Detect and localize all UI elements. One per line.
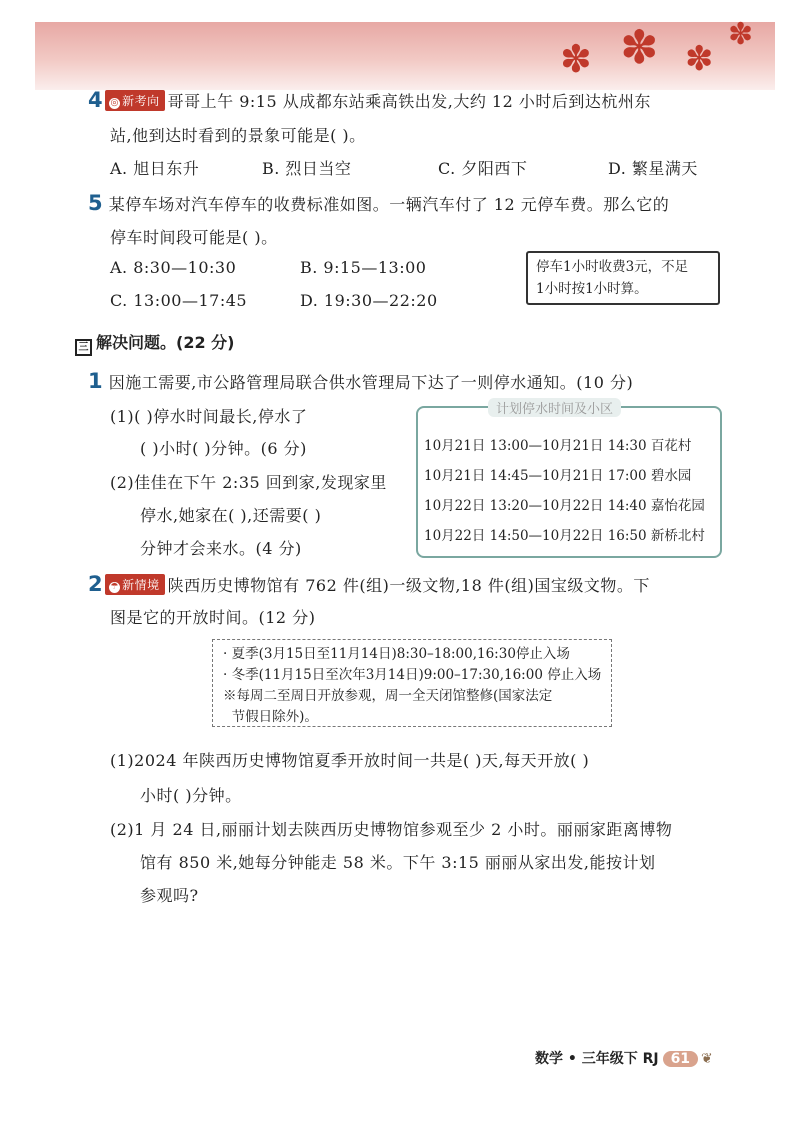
- new-context-tag: ☂ 新情境: [105, 574, 165, 595]
- question-5-line1: 5 某停车场对汽车停车的收费标准如图。一辆汽车付了 12 元停车费。那么它的: [88, 191, 670, 215]
- opening-hours-line: · 夏季(3月15日至11月14日)8:30–18:00,16:30停止入场: [223, 646, 570, 662]
- new-direction-tag: ◎ 新考向: [105, 90, 165, 111]
- section-title: 三 解决问题。(22 分): [75, 330, 234, 356]
- maple-leaf-icon: ✽: [728, 17, 754, 52]
- schedule-row: 10月22日 14:50—10月22日 16:50 新桥北村: [424, 528, 705, 544]
- option-c[interactable]: C. 13:00—17:45: [110, 291, 248, 310]
- problem-2-sub1-line1: (1)2024 年陕西历史博物馆夏季开放时间一共是( )天,每天开放( ): [110, 751, 590, 770]
- question-4-line2: 站,他到达时看到的景象可能是( )。: [110, 126, 366, 145]
- opening-hours-line: 节假日除外)。: [223, 709, 318, 725]
- question-4-line1: 4 ◎ 新考向 哥哥上午 9:15 从成都东站乘高铁出发,大约 12 小时后到达杭州东: [88, 88, 651, 112]
- option-a[interactable]: A. 8:30—10:30: [110, 258, 237, 277]
- problem-1-sub2-line3: 分钟才会来水。(4 分): [140, 539, 302, 558]
- option-c[interactable]: C. 夕阳西下: [438, 159, 528, 178]
- parking-fee-note: 停车1小时收费3元，不足 1小时按1小时算。: [526, 251, 720, 305]
- maple-leaf-icon: ✽: [560, 37, 592, 81]
- problem-2-sub2-line3: 参观吗?: [140, 886, 199, 905]
- problem-2-sub2-line1: (2)1 月 24 日,丽丽计划去陕西历史博物馆参观至少 2 小时。丽丽家距离博物: [110, 820, 673, 839]
- leaf-icon: ❦: [701, 1051, 713, 1067]
- option-d[interactable]: D. 繁星满天: [608, 159, 698, 178]
- water-outage-schedule: [416, 402, 722, 558]
- question-number: 5: [88, 191, 104, 215]
- schedule-title: 计划停水时间及小区: [488, 398, 621, 417]
- schedule-row: 10月21日 13:00—10月21日 14:30 百花村: [424, 438, 692, 454]
- maple-leaf-icon: ✽: [620, 20, 659, 74]
- page-number: 61: [663, 1051, 698, 1067]
- problem-2-intro-line2: 图是它的开放时间。(12 分): [110, 608, 316, 627]
- problem-1-sub1-line2: ( )小时( )分钟。(6 分): [140, 439, 307, 458]
- problem-2-intro-line1: 2 ☂ 新情境 陕西历史博物馆有 762 件(组)一级文物,18 件(组)国宝级文物。下: [88, 572, 650, 596]
- problem-1-sub2-line1: (2)佳佳在下午 2:35 回到家,发现家里: [110, 473, 387, 492]
- question-number: 4: [88, 88, 104, 112]
- problem-1-sub2-line2: 停水,她家在( ),还需要( ): [140, 506, 322, 525]
- problem-1-intro: 1 因施工需要,市公路管理局联合供水管理局下达了一则停水通知。(10 分): [88, 369, 634, 393]
- problem-2-sub1-line2: 小时( )分钟。: [140, 786, 242, 805]
- question-5-line2: 停车时间段可能是( )。: [110, 228, 278, 247]
- museum-opening-hours: [212, 639, 612, 727]
- umbrella-icon: ☂: [110, 582, 119, 592]
- problem-1-sub1-line1: (1)( )停水时间最长,停水了: [110, 407, 308, 426]
- schedule-row: 10月21日 14:45—10月21日 17:00 碧水园: [424, 468, 692, 484]
- opening-hours-line: ※每周二至周日开放参观，周一全天闭馆整修(国家法定: [223, 688, 553, 704]
- question-number: 2: [88, 572, 104, 596]
- page-footer: 数学 • 三年级下 RJ 61 ❦: [535, 1051, 713, 1067]
- option-d[interactable]: D. 19:30—22:20: [300, 291, 438, 310]
- schedule-row: 10月22日 13:20—10月22日 14:40 嘉怡花园: [424, 498, 705, 514]
- target-icon: ◎: [110, 98, 119, 108]
- opening-hours-line: · 冬季(11月15日至次年3月14日)9:00–17:30,16:00 停止入场: [223, 667, 602, 683]
- option-b[interactable]: B. 9:15—13:00: [300, 258, 427, 277]
- option-a[interactable]: A. 旭日东升: [110, 159, 200, 178]
- maple-leaf-icon: ✽: [685, 39, 714, 79]
- option-b[interactable]: B. 烈日当空: [262, 159, 352, 178]
- header-banner: [35, 17, 775, 90]
- problem-2-sub2-line2: 馆有 850 米,她每分钟能走 58 米。下午 3:15 丽丽从家出发,能按计划: [140, 853, 656, 872]
- question-number: 1: [88, 369, 104, 393]
